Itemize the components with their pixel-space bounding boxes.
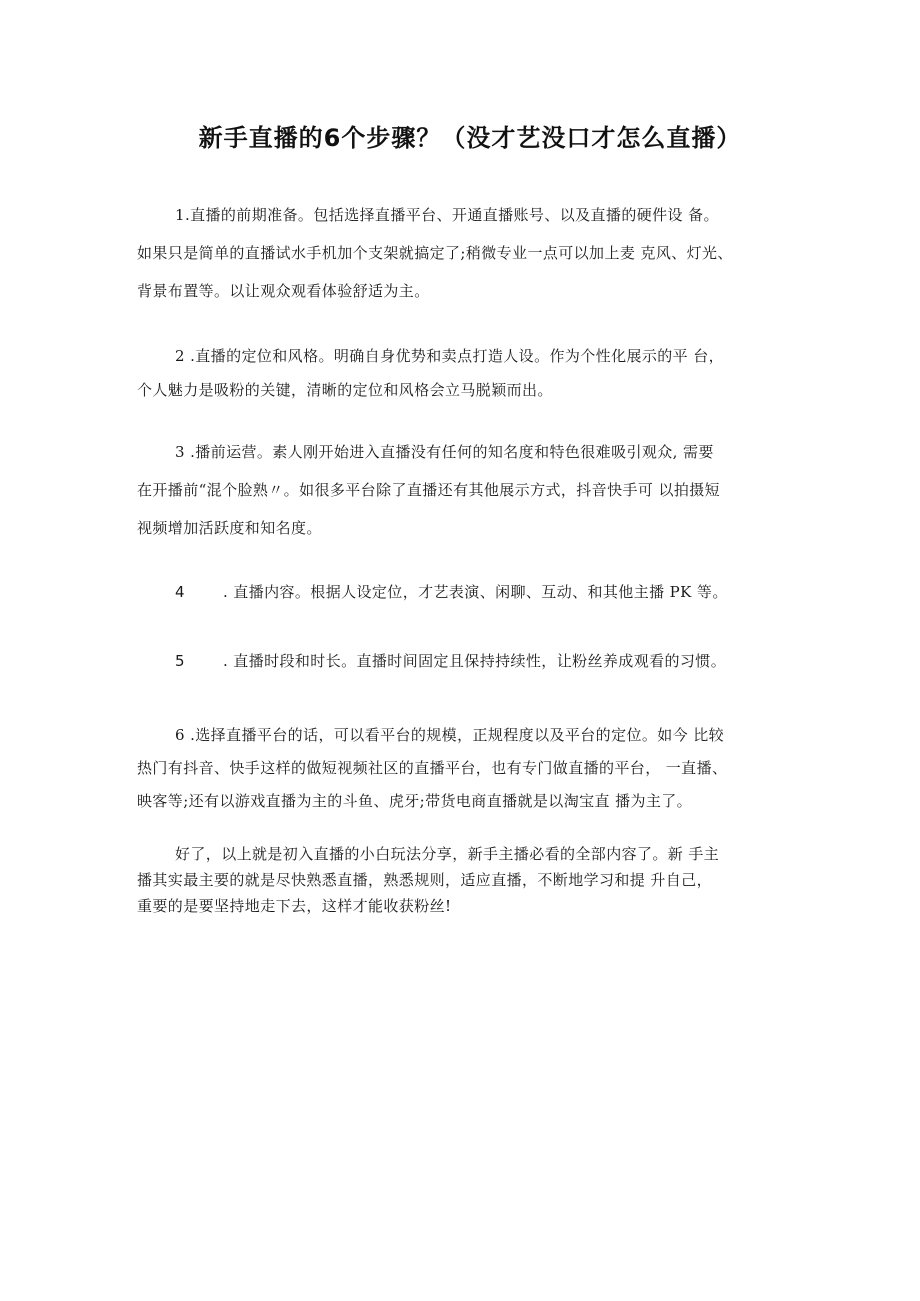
text-line: 在开播前“混个脸熟〃。如很多平台除了直播还有其他展示方式，抖音快手可 以拍摄短 [137, 481, 721, 499]
paragraph-conclusion [137, 841, 797, 919]
text-line: 背景布置等。以让观众观看体验舒适为主。 [137, 282, 430, 300]
text-line: 播其实最主要的就是尽快熟悉直播，熟悉规则，适应直播，不断地学习和提 升自己， [137, 871, 712, 889]
text-line: 1.直播的前期准备。包括选择直播平台、开通直播账号、以及直播的硬件设 备。 [175, 206, 719, 224]
text-line [137, 646, 797, 676]
page-title: 新手直播的6个步骤？（没才艺没口才怎么直播） [198, 124, 742, 152]
text-line: 映客等;还有以游戏直播为主的斗鱼、虎牙;带货电商直播就是以淘宝直 播为主了。 [137, 792, 693, 810]
text-line: 好了，以上就是初入直播的小白玩法分享，新手主播必看的全部内容了。新 手主 [175, 845, 720, 863]
text-line: 3 .播前运营。素人刚开始进入直播没有任何的知名度和特色很难吸引观众, 需要 [175, 443, 714, 461]
paragraph-step-1 [137, 196, 797, 310]
text-line: 个人魅力是吸粉的关键，清晰的定位和风格会立马脱颖而出。 [137, 381, 553, 399]
text-line: 重要的是要坚持地走下去，这样才能收获粉丝! [137, 897, 452, 915]
text-line: 2 .直播的定位和风格。明确自身优势和卖点打造人设。作为个性化展示的平 台， [175, 347, 725, 365]
text-line: 视频增加活跃度和知名度。 [137, 519, 322, 537]
step-text: . 直播时段和时长。直播时间固定且保持持续性，让粉丝养成观看的习惯。 [222, 652, 727, 670]
paragraph-step-6 [137, 719, 797, 818]
step-text: . 直播内容。根据人设定位，才艺表演、闲聊、互动、和其他主播 PK 等。 [222, 583, 728, 601]
paragraph-step-3 [137, 433, 797, 547]
text-line: 热门有抖音、快手这样的做短视频社区的直播平台，也有专门做直播的平台， 一直播、 [137, 759, 728, 777]
text-line: 如果只是简单的直播试水手机加个支架就搞定了;稍微专业一点可以加上麦 克风、灯光、 [137, 244, 733, 262]
step-number: 5 [175, 652, 185, 670]
paragraph-step-5 [137, 646, 797, 676]
paragraph-step-2 [137, 339, 797, 407]
text-line [137, 577, 797, 607]
step-number: 4 [175, 583, 185, 601]
paragraph-step-4 [137, 577, 797, 607]
text-line: 6 .选择直播平台的话，可以看平台的规模，正规程度以及平台的定位。如今 比较 [175, 726, 725, 744]
